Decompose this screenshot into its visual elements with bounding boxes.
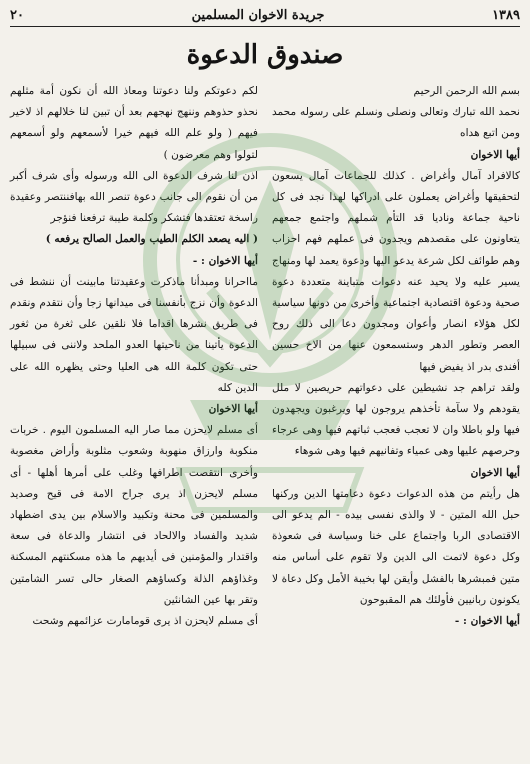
paragraph: كالافراد آمال وأغراض . كذلك للجماعات آمال يسعون لتحقيقها وأغراض يعملون على ادراكها لهذا نجد فى كل ناحية جماعة وناديا قد التأم شملهم واجتمع جمعهم يتعاونون على مقصدهم ويجدون فى عملهم فهم احزاب وهم طوائف لكل شرعة يدعو اليها ودعوة يعمد لها ومنهاج يسير عليه ولا يحيد عنه دعوات متباينة متعددة دعوة صحية ودعوة اقتصادية اجتماعية وأخرى من دونها سياسية لكل هؤلاء انصار وأعوان ومجدون دعا الى ذلك روح العصر وتطور الدهر وستسمعون عنها من الاخ حسين أفندى بدر اذ يفيض فيها xyxy=(272,169,520,373)
page-number: ٢٠ xyxy=(10,7,24,23)
issue-year: ١٣٨٩ xyxy=(492,7,520,23)
paragraph: أى مسلم لايحزن مما صار اليه المسلمون اليوم . خربات منكوبة وارزاق منهوبة وشعوب مثلوبة وأراض مغصوبة وأخرى انتقصت اطرافها وغلب على أمرها أهلها - أى مسلم لايحزن اذ يرى جراح الامة فى قيح وصديد والمسلمين فى محنة وتكبيد والاسلام بين يدى اضطهاد شديد والفساد والالحاد فى انتشار والدعاة فى سعة واقتدار والمؤمنين فى أيديهم ما هذه مسكنتهم المسكنة وغذاؤهم الذلة وكساؤهم الصغار حالى تسر الشامتين وتقر بها عين الشانئين xyxy=(10,424,258,606)
paragraph: مااحرانا ومبدأنا ماذكرت وعقيدتنا مابينت أن ننشط فى الدعوة وأن نزج بأنفسنا فى ميدانها زجا وأن نتقدم ونقدم فى طريق نشرها اقداما فلا نلقين على ثغرة من ثغور الدعوة يأتينا من ناحيتها العدو الملحد ولاننى فى سبيلها حتى تكون كلمة الله هى العليا وحتى يظهره الله على الدين كله xyxy=(10,275,258,394)
section-heading: أيها الاخوان xyxy=(208,403,258,416)
paragraph: بسم الله الرحمن الرحيم xyxy=(413,85,520,97)
article-title: صندوق الدعوة xyxy=(186,40,344,70)
paragraph: نحمد الله تبارك وتعالى ونصلى ونسلم على رسوله محمد ومن اتبع هداه xyxy=(272,106,520,140)
masthead xyxy=(10,4,520,27)
article-columns xyxy=(10,81,520,632)
newspaper-name: جريدة الاخوان المسلمين xyxy=(191,7,325,23)
article-title-row xyxy=(10,31,520,79)
section-heading: أيها الاخوان : - xyxy=(454,615,520,628)
right-column xyxy=(272,81,520,632)
left-column xyxy=(10,81,258,632)
paragraph: ولقد تراهم جد نشيطين على دعواتهم حريصين لا ملل يقودهم ولا سآمة تأخذهم يروجون لها ويرغبون ويجهدون فيها ولو باطلا وان لا تعجب فعجب ثباتهم فيها وهى عرجاء وحرصهم عليها وهى عمياء وتفانيهم فيها وهى شوهاء xyxy=(272,381,520,458)
section-heading: أيها الاخوان xyxy=(470,148,520,161)
section-heading: أيها الاخوان xyxy=(470,466,520,479)
paragraph: لكم دعوتكم ولنا دعوتنا ومعاذ الله أن نكون أمة مثلهم نحذو حذوهم وننهج نهجهم بعد أن تبين لنا خلالهم اذ لاخير فيهم ( ولو علم الله فيهم خيرا لأسمعهم ولو أسمعهم لتولوا وهم معرضون ) xyxy=(10,85,258,161)
paragraph: أى مسلم لايحزن اذ يرى قومامارت عزائمهم وشحت xyxy=(32,615,258,628)
quranic-quote: ( اليه يصعد الكلم الطيب والعمل الصالح يرفعه ) xyxy=(45,233,258,246)
paragraph: هل رأيتم من هذه الدعوات دعوة دعامتها الدين وركنها حبل الله المتين - لا والذى نفسى بيده - الم يدعو الى الاقتصادى الربا واجتماع على خنا وسياسة فى شعوذة وكل دعوة لاتمت الى الدين ولا تقوم على أساس منه متين فمبشرها بالفشل وأيقن لها بخيبة الأمل وكل دعاة لا يكونون ربانيين فأولئك هم المقبوحون xyxy=(272,487,520,606)
paragraph: اذن لنا شرف الدعوة الى الله ورسوله وأى شرف أكبر من أن نقوم الى جانب دعوة تنصر الله بهافننتصر وعقيدة راسخة تعتقدها فتشكر وكلمة طيبة ترفعنا فنؤجر xyxy=(10,169,258,225)
section-heading: أيها الاخوان : - xyxy=(192,254,258,267)
